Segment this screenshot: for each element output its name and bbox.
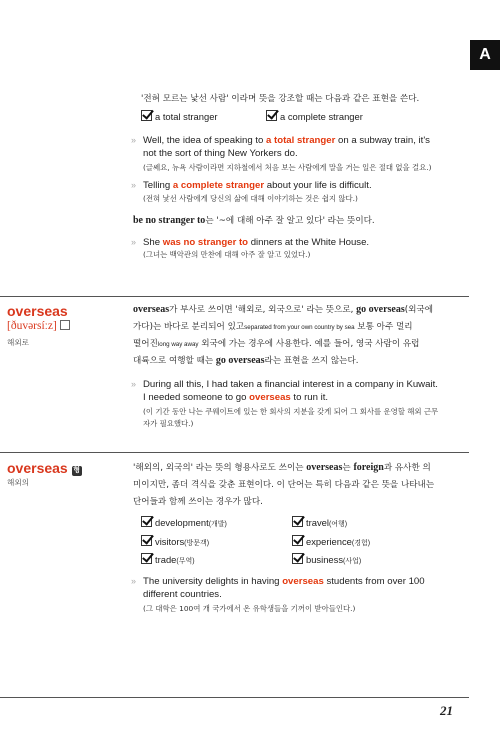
example-4-translation-line2: 자가 필요했다.) xyxy=(143,419,194,428)
option-visitors: visitors(방문객) xyxy=(141,535,209,548)
headword-gloss-2: 해외의 xyxy=(7,478,30,487)
page-number: 21 xyxy=(440,703,453,718)
option-travel: travel(여행) xyxy=(292,516,347,529)
entry2-text-line2: 미이지만, 좀더 격식을 갖춘 표현이다. 이 단어는 특히 다음과 같은 뜻을 나타내는 xyxy=(133,480,435,490)
example-1-line2: not the sort of thing New Yorkers do. xyxy=(143,148,298,159)
example-4-line2: I needed someone to go overseas to run it. xyxy=(143,392,329,403)
example-marker-icon: » xyxy=(131,379,137,389)
example-5-line2: different countries. xyxy=(143,589,222,600)
check-icon xyxy=(292,516,303,527)
example-3-translation: (그녀는 백악관의 만찬에 대해 아주 잘 알고 있었다.) xyxy=(143,250,311,259)
example-4: » During all this, I had taken a financial interest in a company in Kuwait. xyxy=(131,379,438,390)
example-1: » Well, the idea of speaking to a total stranger on a subway train, it's xyxy=(131,135,430,146)
headword-adverb: overseas xyxy=(7,303,68,319)
example-4-translation: (이 기간 동안 나는 쿠웨이트에 있는 한 회사의 지분을 갖게 되어 그 회사를 운영할 해외 근무 xyxy=(143,407,439,416)
check-icon xyxy=(266,110,277,121)
example-marker-icon: » xyxy=(131,237,137,247)
check-icon xyxy=(292,535,303,546)
check-icon xyxy=(141,516,152,527)
check-icon xyxy=(141,535,152,546)
example-2: » Telling a complete stranger about your life is difficult. xyxy=(131,180,372,191)
book-icon xyxy=(60,320,70,330)
option-development: development(개발) xyxy=(141,516,227,529)
entry2-text-line1: '해외의, 외국의' 라는 뜻의 형용사로도 쓰이는 overseas는 foreign과 유사한 의 xyxy=(133,462,431,473)
check-icon xyxy=(292,553,303,564)
example-2-translation: (전혀 낯선 사람에게 당신의 삶에 대해 이야기하는 것은 쉽지 않다.) xyxy=(143,194,358,203)
example-marker-icon: » xyxy=(131,576,137,586)
phrase-definition: be no stranger to는 '~에 대해 아주 잘 알고 있다' 라는 뜻이다. xyxy=(133,215,375,226)
intro-text: '전혀 모르는 낯선 사람' 이라며 뜻을 강조할 때는 다음과 같은 표현을 쓴다. xyxy=(141,94,420,104)
headword-adjective: overseas 형 xyxy=(7,460,80,476)
footer-rule xyxy=(0,697,469,698)
pronunciation: [ðuvərsíːz] xyxy=(7,320,70,332)
entry1-text-line4: 대륙으로 여행할 때는 go overseas라는 표현을 쓰지 않는다. xyxy=(133,355,359,366)
example-1-translation: (글쎄요, 뉴욕 사람이라면 지하철에서 처음 보는 사람에게 말을 거는 일은 절대 없을 걸요.) xyxy=(143,163,432,172)
entry2-text-line3: 단어들과 함께 쓰이는 경우가 많다. xyxy=(133,497,263,507)
example-marker-icon: » xyxy=(131,135,137,145)
check-icon xyxy=(141,553,152,564)
section-divider xyxy=(0,452,469,453)
headword-gloss: 해외로 xyxy=(7,338,30,347)
section-divider xyxy=(0,296,469,297)
option-business: business(사업) xyxy=(292,553,361,566)
option-experience: experience(경험) xyxy=(292,535,370,548)
part-of-speech-badge: 형 xyxy=(73,467,80,474)
entry1-text-line3: 떨어진long way away 외국에 가는 경우에 사용한다. 예를 들어, 영국 사람이 유럽 xyxy=(133,339,420,349)
check-icon xyxy=(141,110,152,121)
section-tab: A xyxy=(470,40,500,70)
example-5-translation: (그 대학은 100여 개 국가에서 온 유학생들을 기꺼이 받아들인다.) xyxy=(143,604,356,613)
example-3: » She was no stranger to dinners at the White House. xyxy=(131,237,370,248)
option-trade: trade(무역) xyxy=(141,553,195,566)
option-total-stranger: a total stranger xyxy=(141,110,218,122)
example-5: » The university delights in having overseas students from over 100 xyxy=(131,576,425,587)
example-marker-icon: » xyxy=(131,180,137,190)
entry1-text-line1: overseas가 부사로 쓰이면 '해외로, 외국으로' 라는 뜻으로, go overseas(외국에 xyxy=(133,304,434,315)
entry1-text-line2: 가다)는 바다로 분리되어 있고separated from your own country by sea 보통 아주 멀리 xyxy=(133,322,413,332)
option-complete-stranger: a complete stranger xyxy=(266,110,363,122)
